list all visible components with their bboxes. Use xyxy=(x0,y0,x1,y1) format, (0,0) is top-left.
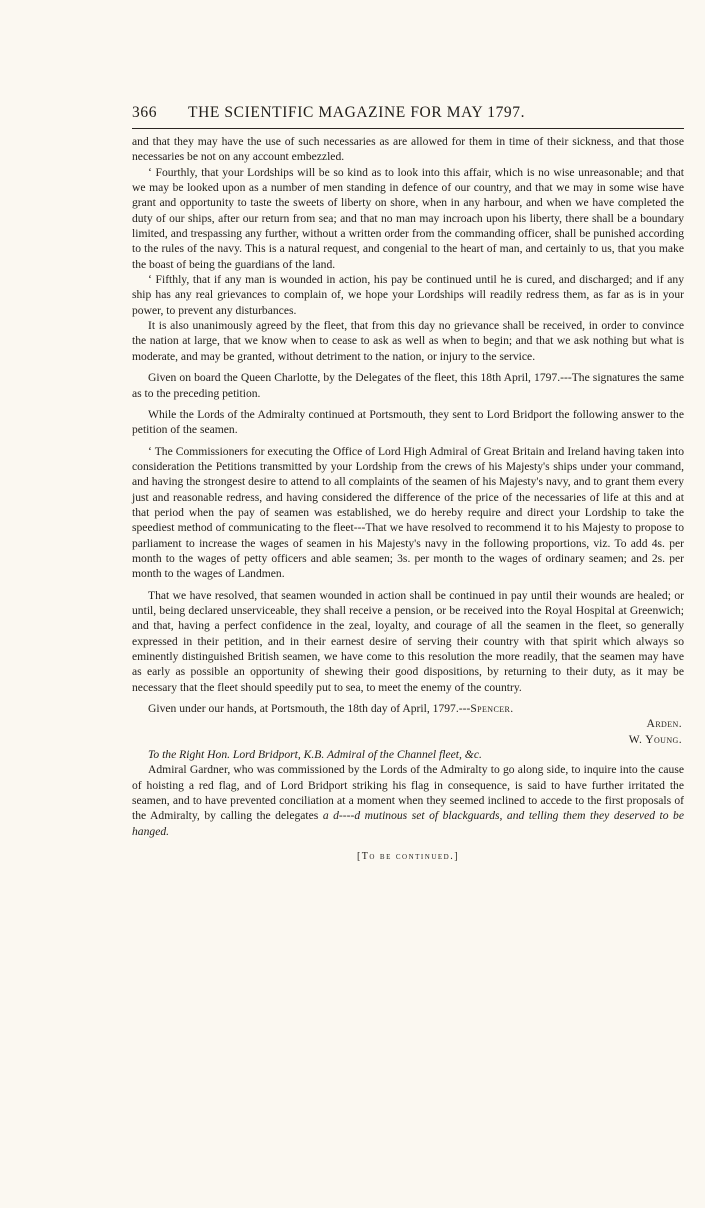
paragraph-while-lords: While the Lords of the Admiralty continued at Portsmouth, they sent to Lord Bridport the following answer to the petition of the seamen. xyxy=(132,407,684,437)
to-be-continued: [To be continued.] xyxy=(356,851,460,863)
paragraph-unanimous: It is also unanimously agreed by the fleet, that from this day no grievance shall be received, in order to convince the nation at large, that we know when to cease to ask as well as when to begin; and that we ask nothing but what is moderate, and may be granted, without detriment to the nation, or injury to the service. xyxy=(132,319,684,363)
paragraph-given-under-hands xyxy=(132,701,684,716)
signature-young: W. Young. xyxy=(628,732,682,746)
paragraph-fifthly: ‘ Fifthly, that if any man is wounded in action, his pay be continued until he is cured, and discharged; and if any ship has any real grievances to complain of, we hope your Lordships will readily redress them, as far as is in your power, to prevent any disturbances. xyxy=(132,273,684,317)
address-line: To the Right Hon. Lord Bridport, K.B. Admiral of the Channel fleet, &c. xyxy=(148,748,482,762)
article-body xyxy=(132,134,684,864)
gardner-text: Admiral Gardner, who was commissioned by the Lords of the Admiralty to go along side, to inquire into the cause of hoisting a red flag, and of Lord Bridport striking his flag in consequence, is said to have further irritated the seamen, and to have prevented conciliation at a moment when they seemed inclined to accede to the first proposals of the Admiralty, by calling the delegates xyxy=(132,763,684,823)
given-under-hands-text: Given under our hands, at Portsmouth, the 18th day of April, 1797.--- xyxy=(148,702,471,716)
signature-spencer: Spencer. xyxy=(470,702,514,716)
paragraph-gardner xyxy=(132,762,684,839)
running-header xyxy=(132,104,684,122)
paragraph-1: and that they may have the use of such necessaries as are allowed for them in time of their sickness, and that those necessaries be not on any account embezzled. xyxy=(132,135,684,164)
paragraph-fourthly: ‘ Fourthly, that your Lordships will be so kind as to look into this affair, which is no wise unreasonable; and that we may be looked upon as a number of men standing in defence of our country, and that we may in some wise have grant and opportunity to taste the sweets of liberty on shore, when in any harbour, and when we have completed the duty of our ships, after our return from sea; and that no man may incroach upon his liberty, there shall be a boundary limited, and trespassing any further, without a written order from the commanding officer, shall be punished according to the rules of the navy. This is a natural request, and congenial to the heart of man, and certainly to us, that you make the boast of being the guardians of the land. xyxy=(132,165,684,271)
page-number: 366 xyxy=(132,104,158,121)
signature-arden: Arden. xyxy=(646,717,682,731)
header-rule xyxy=(132,128,684,129)
running-title: THE SCIENTIFIC MAGAZINE FOR MAY 1797. xyxy=(188,104,526,121)
paragraph-commissioners: ‘ The Commissioners for executing the Office of Lord High Admiral of Great Britain and Ireland having taken into consideration the Petitions transmitted by your Lordship from the crews of his Majesty's ships under your command, and having the strongest desire to attend to all complaints of the seamen of his Majesty's navy, and to grant them every just and reasonable redress, and having considered the difference of the price of the necessaries of life at this and at that period when the pay of seamen was established, we do hereby require and direct your Lordship to take the speediest method of communicating to the fleet---That we have resolved to recommend it to his Majesty to propose to parliament to increase the wages of seamen in his Majesty's navy in the following proportions, viz. To add 4s. per month to the wages of petty officers and able seamen; 3s. per month to the wages of ordinary seamen; and 2s. per month to the wages of Landmen. xyxy=(132,444,684,581)
paragraph-resolved: That we have resolved, that seamen wounded in action shall be continued in pay until their wounds are healed; or until, being declared unserviceable, they shall receive a pension, or be received into the Royal Hospital at Greenwich; and that, having a perfect confidence in the zeal, loyalty, and courage of all the seamen in the fleet, so generally expressed in their petition, and in their earnest desire of serving their country with that spirit which always so eminently distinguished British seamen, we have come to this resolution the more readily, that the seamen may have as early as possible an opportunity of shewing their good dispositions, by returning to their duty, as it may be necessary that the fleet should speedily put to sea, to meet the enemy of the country. xyxy=(132,588,684,694)
gardner-italic-quote: a d----d mutinous set of blackguards, and telling them they deserved to be hanged. xyxy=(132,809,684,838)
paragraph-given-on-board: Given on board the Queen Charlotte, by the Delegates of the fleet, this 18th April, 1797.---The signatures the same as to the preceding petition. xyxy=(132,371,684,400)
